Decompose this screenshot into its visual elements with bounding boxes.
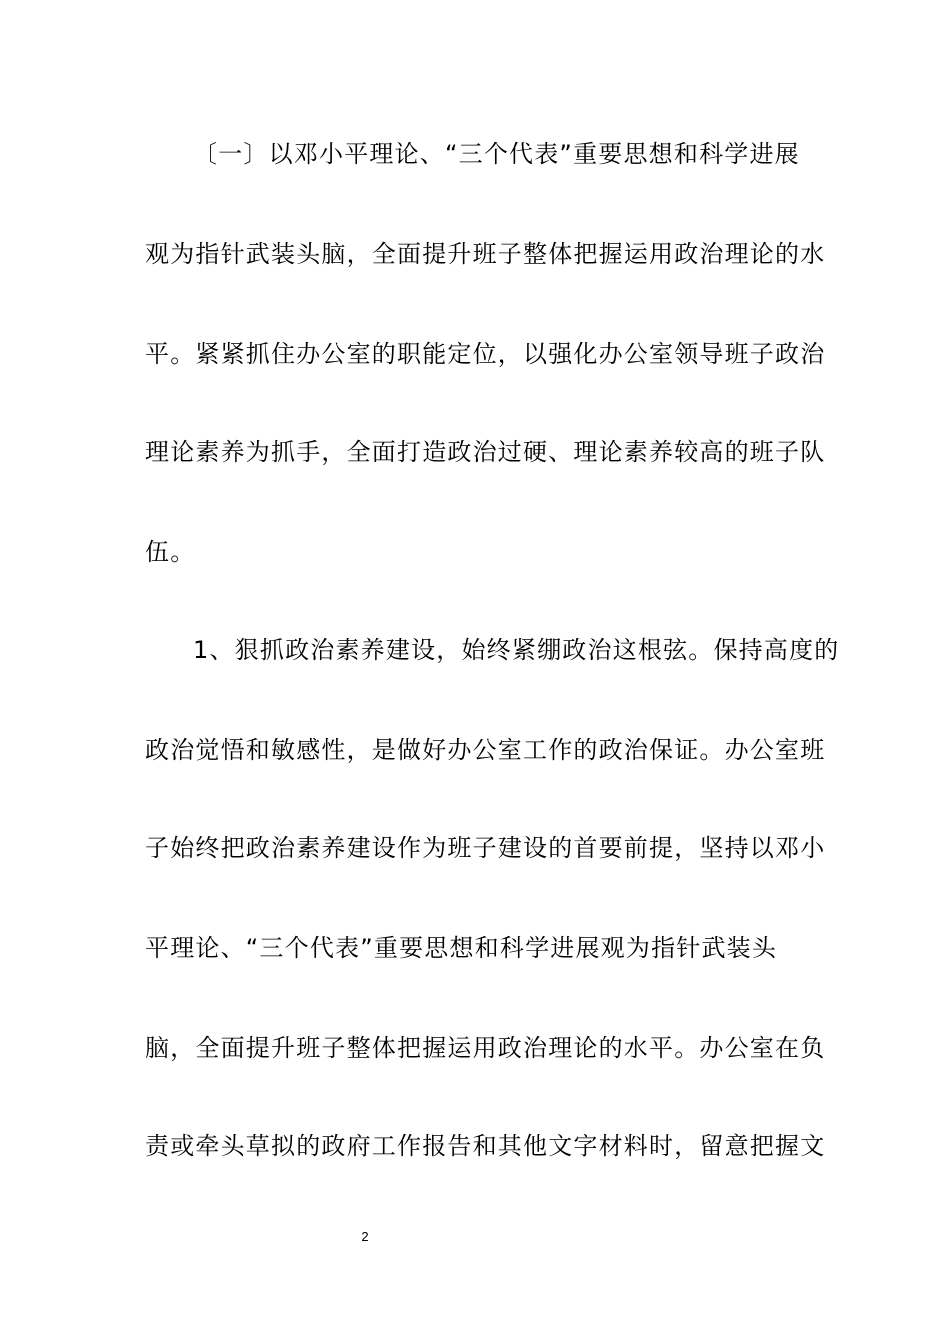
paragraph-1-line-5: 伍。 xyxy=(145,538,196,566)
paragraph-2-line-5: 脑，全面提升班子整体把握运用政治理论的水平。办公室在负 xyxy=(145,1034,826,1062)
page-number: 2 xyxy=(361,1229,369,1244)
paragraph-2-line-3: 子始终把政治素养建设作为班子建设的首要前提，坚持以邓小 xyxy=(145,834,826,862)
paragraph-1-line-1: 〔一〕以邓小平理论、“三个代表”重要思想和科学进展 xyxy=(193,140,800,168)
paragraph-2-line-1: 1、狠抓政治素养建设，始终紧绷政治这根弦。保持高度的 xyxy=(193,636,840,664)
paragraph-2-line-2: 政治觉悟和敏感性，是做好办公室工作的政治保证。办公室班 xyxy=(145,736,826,764)
paragraph-1-line-4: 理论素养为抓手，全面打造政治过硬、理论素养较高的班子队 xyxy=(145,438,826,466)
paragraph-2-line-6: 责或牵头草拟的政府工作报告和其他文字材料时，留意把握文 xyxy=(145,1132,826,1160)
paragraph-2-line-4: 平理论、“三个代表”重要思想和科学进展观为指针武装头 xyxy=(145,934,778,962)
paragraph-1-line-3: 平。紧紧抓住办公室的职能定位，以强化办公室领导班子政治 xyxy=(145,340,826,368)
paragraph-1-line-2: 观为指针武装头脑，全面提升班子整体把握运用政治理论的水 xyxy=(145,240,826,268)
